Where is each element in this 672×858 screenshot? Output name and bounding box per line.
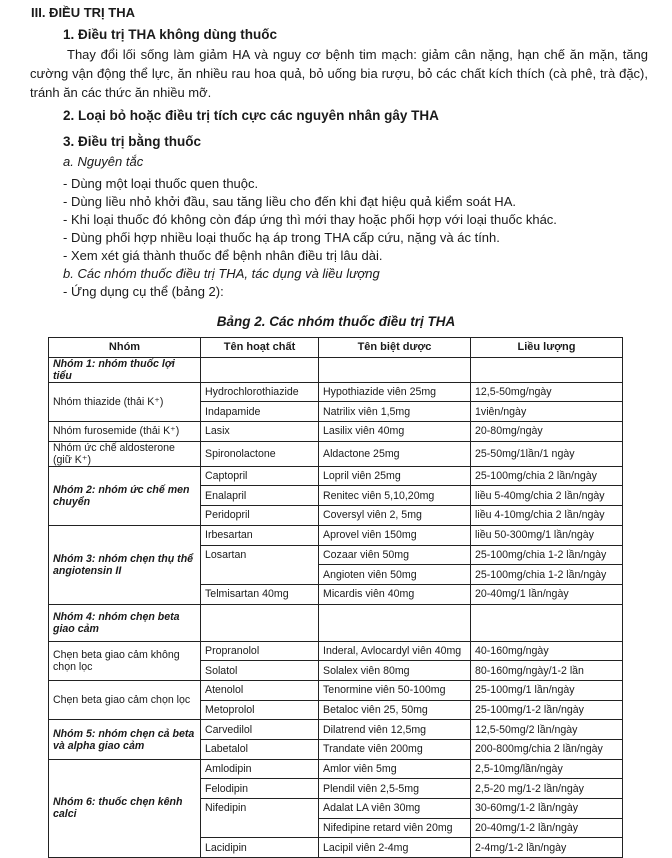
group-cell: Chẹn beta giao cảm chọn lọc: [49, 680, 201, 719]
active-cell: Losartan: [201, 545, 319, 584]
heading-1: 1. Điều trị THA không dùng thuốc: [63, 27, 277, 42]
heading-2: 2. Loại bỏ hoặc điều trị tích cực các nguyên nhân gây THA: [63, 108, 439, 123]
brand-cell: Natrilix viên 1,5mg: [319, 402, 471, 422]
brand-cell: Dilatrend viên 12,5mg: [319, 720, 471, 740]
dose-cell: 25-100mg/chia 2 lần/ngày: [471, 466, 623, 486]
section-title: III. ĐIỀU TRỊ THA: [31, 5, 135, 20]
dose-cell: 25-50mg/1lần/1 ngày: [471, 441, 623, 466]
paragraph-lifestyle: Thay đổi lối sống làm giảm HA và nguy cơ bệnh tim mạch: giảm cân nặng, hạn chế ăn mặn, tăng cường vận động thể lực, ăn nhiều rau hoa quả, bỏ uống bia rượu, bỏ các chất kích thích (cà phê, trà đặc), tránh ăn các thức ăn nhiều mỡ.: [30, 47, 648, 100]
dose-cell: 25-100mg/1-2 lần/ngày: [471, 700, 623, 720]
dose-cell: 30-60mg/1-2 lần/ngày: [471, 799, 623, 819]
header-dosage: Liều lượng: [471, 338, 623, 358]
dose-cell: liều 50-300mg/1 lần/ngày: [471, 525, 623, 545]
brand-cell: Aprovel viên 150mg: [319, 525, 471, 545]
dose-cell: 40-160mg/ngày: [471, 641, 623, 661]
dose-cell: 2,5-10mg/lần/ngày: [471, 759, 623, 779]
brand-cell: Cozaar viên 50mg: [319, 545, 471, 565]
table-row: [49, 525, 623, 545]
active-cell: Felodipin: [201, 779, 319, 799]
brand-cell: Amlor viên 5mg: [319, 759, 471, 779]
table-row: [49, 720, 623, 740]
dose-cell: 2-4mg/1-2 lần/ngày: [471, 838, 623, 858]
group-cell: Nhóm 1: nhóm thuốc lợi tiểu: [49, 357, 201, 382]
dose-cell: 12,5-50mg/2 lần/ngày: [471, 720, 623, 740]
dose-cell: 20-40mg/1 lần/ngày: [471, 584, 623, 604]
table-row: [49, 441, 623, 466]
group-cell: Nhóm furosemide (thải K⁺): [49, 422, 201, 442]
table-row: [49, 641, 623, 661]
group-cell: Nhóm 4: nhóm chẹn beta giao cảm: [49, 604, 201, 641]
table-row: [49, 382, 623, 402]
dose-cell: 25-100mg/chia 1-2 lần/ngày: [471, 545, 623, 565]
bullet-item: - Khi loại thuốc đó không còn đáp ứng thì mới thay hoặc phối hợp với loại thuốc khác.: [63, 212, 557, 227]
active-cell: Hydrochlorothiazide: [201, 382, 319, 402]
header-brand-name: Tên biệt dược: [319, 338, 471, 358]
brand-cell: Hypothiazide viên 25mg: [319, 382, 471, 402]
table-header-row: [49, 338, 623, 358]
sub-heading-a: a. Nguyên tắc: [63, 154, 144, 169]
heading-3: 3. Điều trị bằng thuốc: [63, 134, 202, 149]
table-row: [49, 759, 623, 779]
sub-heading-b: b. Các nhóm thuốc điều trị THA, tác dụng và liều lượng: [63, 266, 380, 281]
bullet-item: - Dùng liều nhỏ khởi đầu, sau tăng liều cho đến khi đạt hiệu quả kiểm soát HA.: [63, 194, 516, 209]
table-row: [49, 422, 623, 442]
drug-table: [48, 337, 623, 858]
brand-cell: Inderal, Avlocardyl viên 40mg: [319, 641, 471, 661]
active-cell: Atenolol: [201, 680, 319, 700]
brand-cell: Angioten viên 50mg: [319, 565, 471, 585]
brand-cell: Lasilix viên 40mg: [319, 422, 471, 442]
brand-cell: Solalex viên 80mg: [319, 661, 471, 681]
bullet-item: - Xem xét giá thành thuốc để bệnh nhân điều trị lâu dài.: [63, 248, 383, 263]
active-cell: Enalapril: [201, 486, 319, 506]
active-cell: Labetalol: [201, 740, 319, 760]
table-row: [49, 466, 623, 486]
active-cell: Carvedilol: [201, 720, 319, 740]
brand-cell: Adalat LA viên 30mg: [319, 799, 471, 819]
brand-cell: Trandate viên 200mg: [319, 740, 471, 760]
brand-cell: Betaloc viên 25, 50mg: [319, 700, 471, 720]
apply-line: - Ứng dụng cụ thể (bảng 2):: [63, 284, 224, 299]
active-cell: Amlodipin: [201, 759, 319, 779]
dose-cell: 1viên/ngày: [471, 402, 623, 422]
group-cell: Nhóm 6: thuốc chẹn kênh calci: [49, 759, 201, 857]
active-cell: Irbesartan: [201, 525, 319, 545]
brand-cell: Lacipil viên 2-4mg: [319, 838, 471, 858]
dose-cell: 25-100mg/chia 1-2 lần/ngày: [471, 565, 623, 585]
brand-cell: Coversyl viên 2, 5mg: [319, 506, 471, 526]
active-cell: Metoprolol: [201, 700, 319, 720]
table-row: [49, 604, 623, 641]
dose-cell: 80-160mg/ngày/1-2 lần: [471, 661, 623, 681]
brand-cell: Tenormine viên 50-100mg: [319, 680, 471, 700]
brand-cell: Micardis viên 40mg: [319, 584, 471, 604]
dose-cell: liều 5-40mg/chia 2 lần/ngày: [471, 486, 623, 506]
dose-cell: 2,5-20 mg/1-2 lần/ngày: [471, 779, 623, 799]
active-cell: Lasix: [201, 422, 319, 442]
group-cell: Nhóm thiazide (thải K⁺): [49, 382, 201, 421]
bullet-item: - Dùng một loại thuốc quen thuộc.: [63, 176, 259, 191]
active-cell: Lacidipin: [201, 838, 319, 858]
bullet-item: - Dùng phối hợp nhiều loại thuốc hạ áp trong THA cấp cứu, nặng và ác tính.: [63, 230, 500, 245]
active-cell: Peridopril: [201, 506, 319, 526]
brand-cell: Nifedipine retard viên 20mg: [319, 818, 471, 838]
dose-cell: 25-100mg/1 lần/ngày: [471, 680, 623, 700]
dose-cell: liều 4-10mg/chia 2 lần/ngày: [471, 506, 623, 526]
brand-cell: Renitec viên 5,10,20mg: [319, 486, 471, 506]
dose-cell: 200-800mg/chia 2 lần/ngày: [471, 740, 623, 760]
group-cell: Nhóm ức chế aldosterone (giữ K⁺): [49, 441, 201, 466]
active-cell: Indapamide: [201, 402, 319, 422]
header-active-ingredient: Tên hoạt chất: [201, 338, 319, 358]
brand-cell: Lopril viên 25mg: [319, 466, 471, 486]
active-cell: Nifedipin: [201, 799, 319, 838]
header-group: Nhóm: [49, 338, 201, 358]
dose-cell: 20-40mg/1-2 lần/ngày: [471, 818, 623, 838]
active-cell: Captopril: [201, 466, 319, 486]
table-caption: Bảng 2. Các nhóm thuốc điều trị THA: [216, 314, 456, 329]
group-cell: Nhóm 2: nhóm ức chế men chuyển: [49, 466, 201, 525]
active-cell: Propranolol: [201, 641, 319, 661]
brand-cell: Plendil viên 2,5-5mg: [319, 779, 471, 799]
active-cell: Solatol: [201, 661, 319, 681]
brand-cell: Aldactone 25mg: [319, 441, 471, 466]
table-row: [49, 357, 623, 382]
group-cell: Chẹn beta giao cảm không chọn lọc: [49, 641, 201, 680]
table-row: [49, 680, 623, 700]
group-cell: Nhóm 3: nhóm chẹn thụ thể angiotensin II: [49, 525, 201, 604]
active-cell: Telmisartan 40mg: [201, 584, 319, 604]
dose-cell: 12,5-50mg/ngày: [471, 382, 623, 402]
dose-cell: 20-80mg/ngày: [471, 422, 623, 442]
group-cell: Nhóm 5: nhóm chẹn cả beta và alpha giao cảm: [49, 720, 201, 759]
active-cell: Spironolactone: [201, 441, 319, 466]
